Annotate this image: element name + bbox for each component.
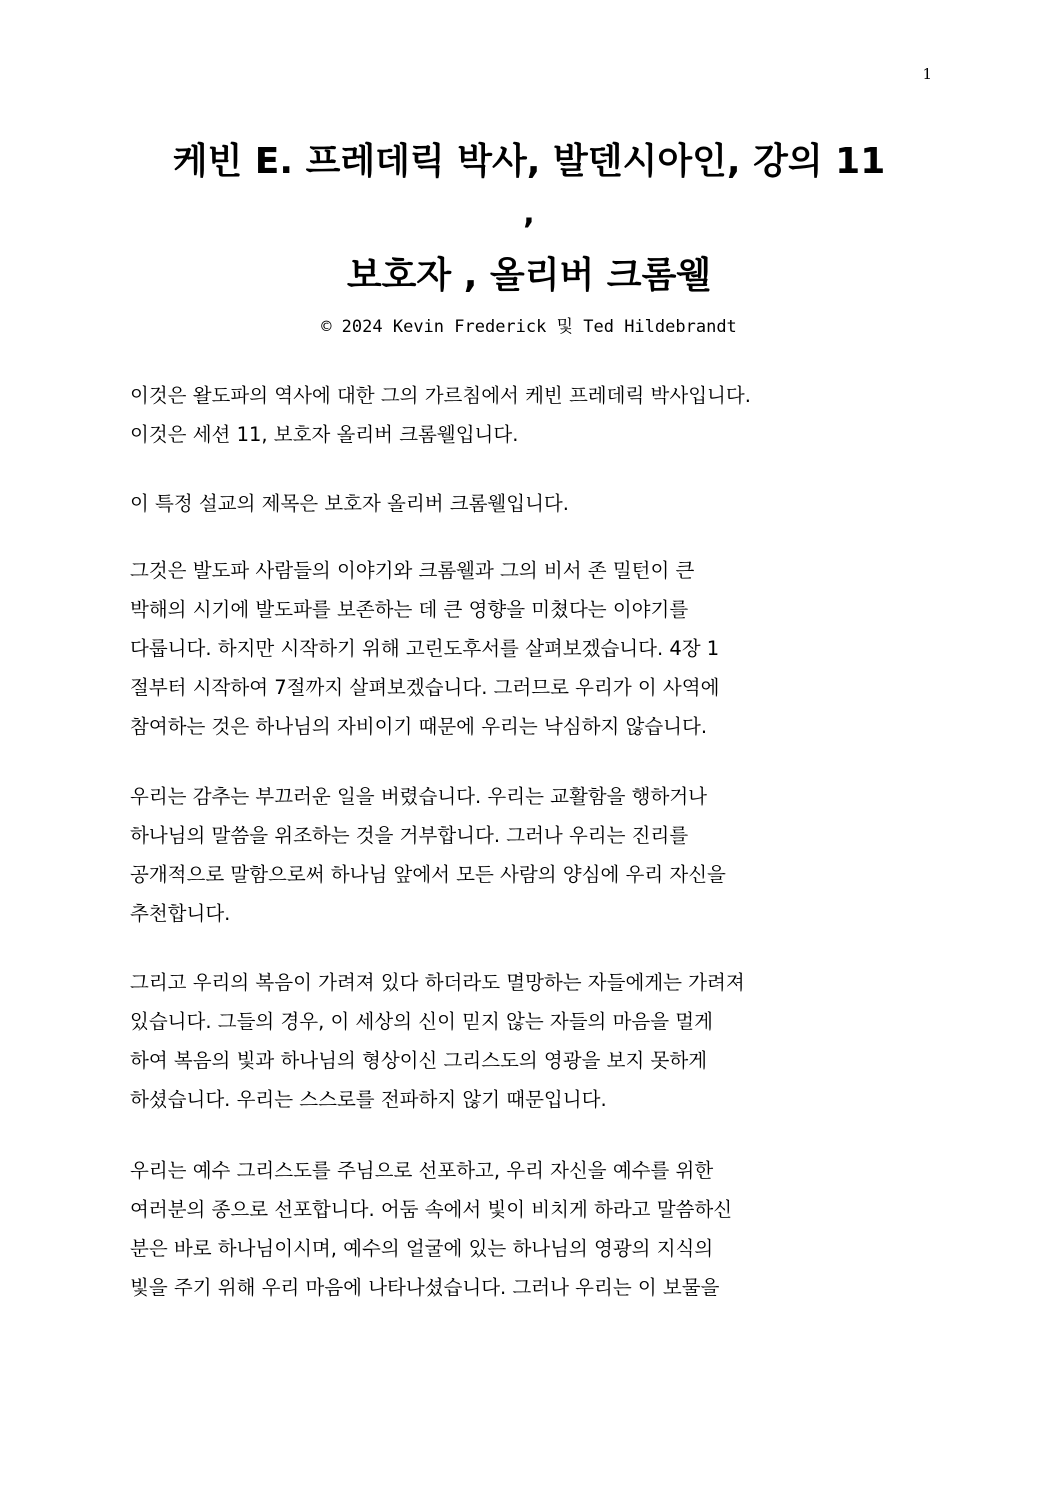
document-title-line-3: 보호자 , 올리버 크롬웰 xyxy=(346,255,712,296)
paragraph-5 xyxy=(130,963,930,1119)
document-title-line-1: 케빈 E. 프레데릭 박사, 발덴시아인, 강의 11 xyxy=(172,141,886,182)
paragraph-5-line-1: 그리고 우리의 복음이 가려져 있다 하더라도 멸망하는 자들에게는 가려져 xyxy=(130,971,745,994)
paragraph-6-line-2: 여러분의 종으로 선포합니다. 어둠 속에서 빛이 비치게 하라고 말씀하신 xyxy=(130,1198,733,1221)
paragraph-5-line-4: 하셨습니다. 우리는 스스로를 전파하지 않기 때문입니다. xyxy=(130,1088,607,1111)
paragraph-4-line-2: 하나님의 말씀을 위조하는 것을 거부합니다. 그러나 우리는 진리를 xyxy=(130,824,689,847)
paragraph-6-line-3: 분은 바로 하나님이시며, 예수의 얼굴에 있는 하나님의 영광의 지식의 xyxy=(130,1237,714,1260)
paragraph-5-line-2: 있습니다. 그들의 경우, 이 세상의 신이 믿지 않는 자들의 마음을 멀게 xyxy=(130,1010,713,1033)
paragraph-3-line-4: 절부터 시작하여 7절까지 살펴보겠습니다. 그러므로 우리가 이 사역에 xyxy=(130,676,720,699)
paragraph-6-line-4: 빛을 주기 위해 우리 마음에 나타나셨습니다. 그러나 우리는 이 보물을 xyxy=(130,1276,720,1299)
paragraph-2-line-1: 이 특정 설교의 제목은 보호자 올리버 크롬웰입니다. xyxy=(130,492,569,515)
paragraph-5-line-3: 하여 복음의 빛과 하나님의 형상이신 그리스도의 영광을 보지 못하게 xyxy=(130,1049,708,1072)
paragraph-4-line-4: 추천합니다. xyxy=(130,902,231,925)
paragraph-3-line-5: 참여하는 것은 하나님의 자비이기 때문에 우리는 낙심하지 않습니다. xyxy=(130,715,708,738)
paragraph-4 xyxy=(130,777,930,933)
paragraph-4-line-1: 우리는 감추는 부끄러운 일을 버렸습니다. 우리는 교활함을 행하거나 xyxy=(130,785,708,808)
paragraph-3-line-2: 박해의 시기에 발도파를 보존하는 데 큰 영향을 미쳤다는 이야기를 xyxy=(130,598,689,621)
paragraph-3-line-1: 그것은 발도파 사람들의 이야기와 크롬웰과 그의 비서 존 밀턴이 큰 xyxy=(130,559,695,582)
page-number: 1 xyxy=(922,65,932,83)
paragraph-2 xyxy=(130,484,930,523)
paragraph-1-line-2: 이것은 세션 11, 보호자 올리버 크롬웰입니다. xyxy=(130,423,519,446)
copyright-notice: © 2024 Kevin Frederick 및 Ted Hildebrandt xyxy=(321,317,737,337)
paragraph-6 xyxy=(130,1151,930,1307)
document-title-line-2: , xyxy=(523,196,535,231)
paragraph-1-line-1: 이것은 왈도파의 역사에 대한 그의 가르침에서 케빈 프레데릭 박사입니다. xyxy=(130,384,751,407)
paragraph-4-line-3: 공개적으로 말함으로써 하나님 앞에서 모든 사람의 양심에 우리 자신을 xyxy=(130,863,726,886)
paragraph-1 xyxy=(130,376,930,454)
paragraph-6-line-1: 우리는 예수 그리스도를 주님으로 선포하고, 우리 자신을 예수를 위한 xyxy=(130,1159,714,1182)
paragraph-3-line-3: 다룹니다. 하지만 시작하기 위해 고린도후서를 살펴보겠습니다. 4장 1 xyxy=(130,637,720,660)
paragraph-3 xyxy=(130,551,930,746)
